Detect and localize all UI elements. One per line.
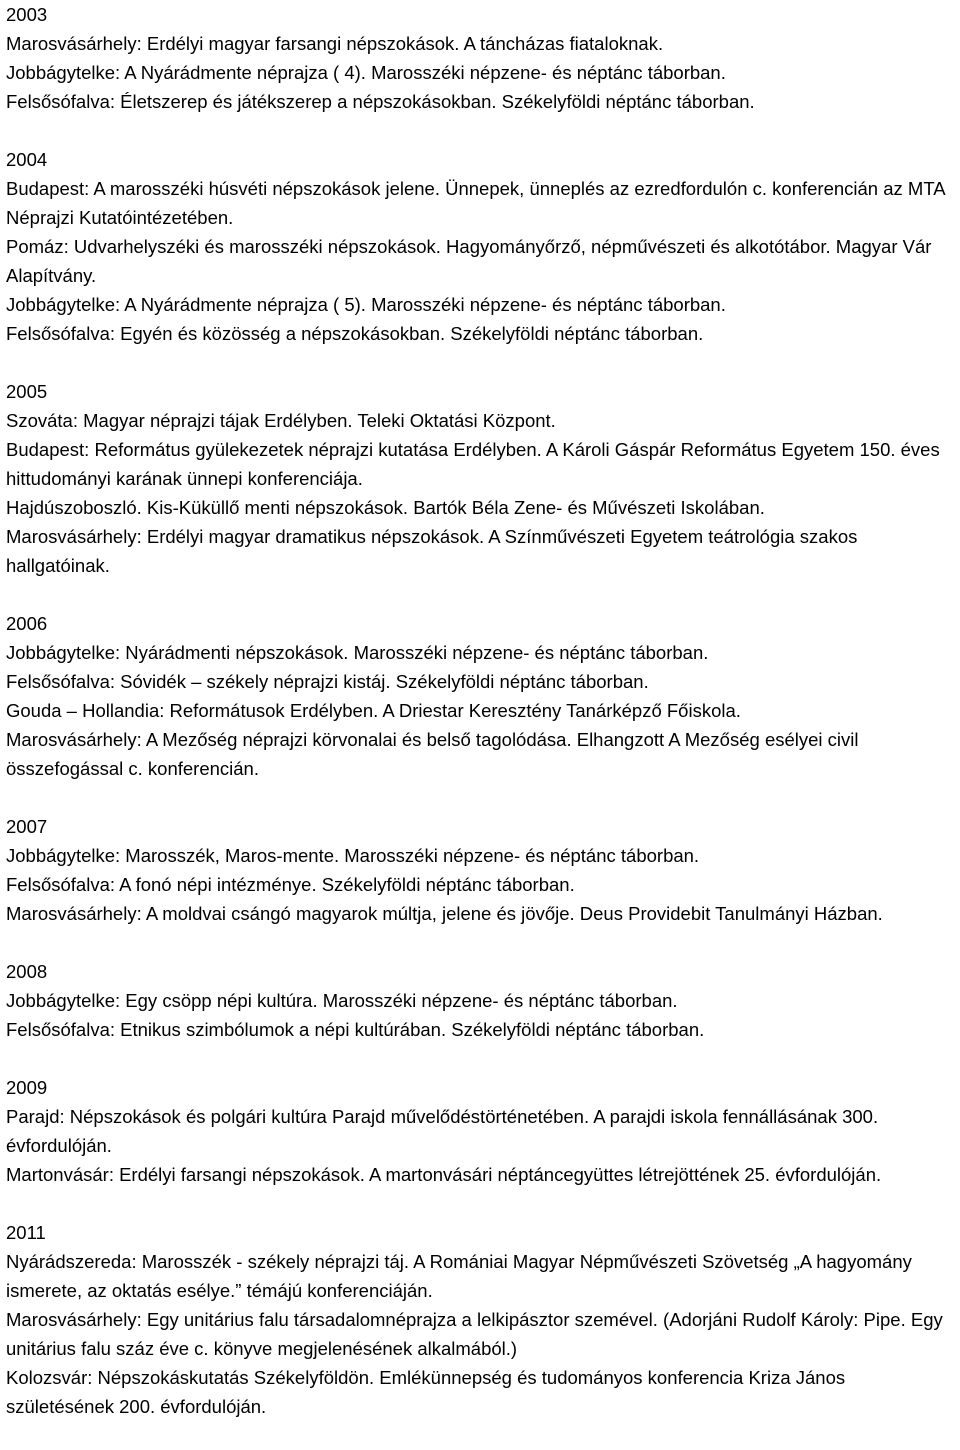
entry-line: Jobbágytelke: Marosszék, Maros-mente. Marosszéki népzene- és néptánc táborban. bbox=[6, 845, 700, 866]
entry-line: Jobbágytelke: Egy csöpp népi kultúra. Marosszéki népzene- és néptánc táborban. bbox=[6, 990, 678, 1011]
entry-line: Gouda – Hollandia: Reformátusok Erdélyben. A Driestar Keresztény Tanárképző Főiskola. bbox=[6, 700, 741, 721]
entry-line: Felsősófalva: Sóvidék – székely néprajzi kistáj. Székelyföldi néptánc táborban. bbox=[6, 671, 649, 692]
year-heading: 2011 bbox=[6, 1222, 46, 1243]
entry-line: Szováta: Magyar néprajzi tájak Erdélyben. Teleki Oktatási Központ. bbox=[6, 410, 556, 431]
year-section-2009 bbox=[6, 1073, 958, 1189]
entry-line: Jobbágytelke: A Nyárádmente néprajza ( 4). Marosszéki népzene- és néptánc táborban. bbox=[6, 62, 726, 83]
entry-line: Budapest: A marosszéki húsvéti népszokások jelene. Ünnepek, ünneplés az ezredfordulón c. konferencián az MTA Néprajzi Kutatóintézetében. bbox=[6, 178, 945, 228]
entry-line: Marosvásárhely: A moldvai csángó magyarok múltja, jelene és jövője. Deus Providebit Tanulmányi Házban. bbox=[6, 903, 883, 924]
year-section-2004 bbox=[6, 145, 958, 348]
entry-line: Jobbágytelke: A Nyárádmente néprajza ( 5). Marosszéki népzene- és néptánc táborban. bbox=[6, 294, 726, 315]
entry-line: Marosvásárhely: Erdélyi magyar farsangi népszokások. A táncházas fiataloknak. bbox=[6, 33, 664, 54]
entry-line: Budapest: Református gyülekezetek néprajzi kutatása Erdélyben. A Károli Gáspár Református Egyetem 150. éves hittudományi karának ünnepi konferenciája. bbox=[6, 439, 940, 489]
year-heading: 2006 bbox=[6, 613, 48, 634]
year-heading: 2005 bbox=[6, 381, 48, 402]
entry-line: Felsősófalva: Egyén és közösség a népszokásokban. Székelyföldi néptánc táborban. bbox=[6, 323, 704, 344]
entry-line: Felsősófalva: Etnikus szimbólumok a népi kultúrában. Székelyföldi néptánc táborban. bbox=[6, 1019, 705, 1040]
year-heading: 2007 bbox=[6, 816, 48, 837]
entry-line: Marosvásárhely: Erdélyi magyar dramatikus népszokások. A Színművészeti Egyetem teátrológia szakos hallgatóinak. bbox=[6, 526, 858, 576]
year-section-2007 bbox=[6, 812, 958, 928]
entry-line: Parajd: Népszokások és polgári kultúra Parajd művelődéstörténetében. A parajdi iskola fennállásának 300. évfordulóján. bbox=[6, 1106, 879, 1156]
document-page bbox=[6, 0, 958, 1450]
entry-line: Felsősófalva: A fonó népi intézménye. Székelyföldi néptánc táborban. bbox=[6, 874, 575, 895]
year-heading: 2004 bbox=[6, 149, 48, 170]
entry-line: Marosvásárhely: A Mezőség néprajzi körvonalai és belső tagolódása. Elhangzott A Mezőség esélyei civil összefogással c. konferencián. bbox=[6, 729, 859, 779]
year-section-2005 bbox=[6, 377, 958, 580]
entry-line: Pomáz: Udvarhelyszéki és marosszéki népszokások. Hagyományőrző, népművészeti és alkotótábor. Magyar Vár Alapítvány. bbox=[6, 236, 932, 286]
year-section-2006 bbox=[6, 609, 958, 783]
year-heading: 2008 bbox=[6, 961, 48, 982]
entry-line: Marosvásárhely: Egy unitárius falu társadalomnéprajza a lelkipásztor szemével. (Adorjáni Rudolf Károly: Pipe. Egy unitárius falu száz éve c. könyve megjelenésének alkalmából.) bbox=[6, 1309, 943, 1359]
year-section-2003 bbox=[6, 0, 958, 116]
entry-line: Felsősófalva: Életszerep és játékszerep a népszokásokban. Székelyföldi néptánc táborban. bbox=[6, 91, 755, 112]
entry-line: Jobbágytelke: Nyárádmenti népszokások. Marosszéki népzene- és néptánc táborban. bbox=[6, 642, 709, 663]
entry-line: Martonvásár: Erdélyi farsangi népszokások. A martonvásári néptáncegyüttes létrejöttének 25. évfordulóján. bbox=[6, 1164, 882, 1185]
year-section-2011 bbox=[6, 1218, 958, 1421]
year-section-2008 bbox=[6, 957, 958, 1044]
entry-line: Nyárádszereda: Marosszék - székely néprajzi táj. A Romániai Magyar Népművészeti Szövetség „A hagyomány ismerete, az oktatás esélye.” témájú konferenciáján. bbox=[6, 1251, 912, 1301]
year-heading: 2003 bbox=[6, 4, 48, 25]
entry-line: Kolozsvár: Népszokáskutatás Székelyföldön. Emlékünnepség és tudományos konferencia Kriza János születésének 200. évfordulóján. bbox=[6, 1367, 846, 1417]
entry-line: Hajdúszoboszló. Kis-Küküllő menti népszokások. Bartók Béla Zene- és Művészeti Iskolában. bbox=[6, 497, 765, 518]
year-heading: 2009 bbox=[6, 1077, 48, 1098]
